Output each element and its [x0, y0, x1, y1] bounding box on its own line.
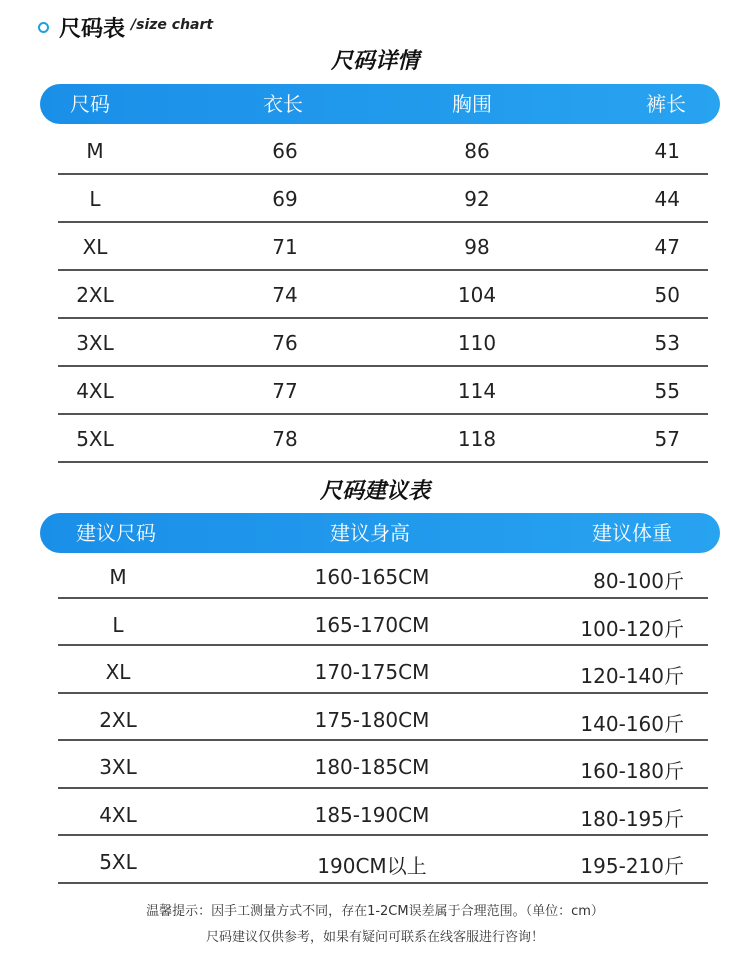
suggest-row: [58, 739, 708, 789]
detail-row: [58, 125, 708, 175]
note-line-1: 温馨提示：因手工测量方式不同，存在1-2CM误差属于合理范围。（单位：cm）: [146, 904, 604, 919]
suggest-cell: 120-140斤: [580, 664, 684, 688]
suggest-cell: 5XL: [99, 850, 137, 874]
detail-col-size: 尺码: [70, 92, 110, 116]
detail-cell: 3XL: [76, 331, 114, 355]
suggest-cell: M: [109, 565, 127, 589]
suggest-cell: 2XL: [99, 707, 137, 732]
suggest-cell: L: [112, 612, 124, 637]
detail-row: [58, 269, 708, 319]
suggest-cell: 180-185CM: [314, 755, 430, 779]
suggest-cell: 175-180CM: [314, 707, 430, 732]
detail-col-pants: 裤长: [646, 92, 686, 116]
detail-cell: 98: [464, 235, 490, 259]
suggest-row: [58, 549, 708, 599]
suggest-row: [58, 644, 708, 694]
detail-row: [58, 221, 708, 271]
detail-cell: 5XL: [76, 427, 114, 451]
detail-cell: 71: [272, 235, 298, 259]
detail-table-header: [40, 84, 720, 124]
detail-col-chest: 胸围: [452, 92, 492, 116]
suggest-cell: 3XL: [99, 755, 137, 779]
suggest-cell: 100-120斤: [580, 616, 684, 641]
suggest-row: [58, 692, 708, 742]
detail-cell: 53: [654, 331, 680, 355]
detail-cell: 47: [654, 235, 680, 259]
bullet-icon: [38, 22, 49, 33]
suggest-col-weight: 建议体重: [592, 521, 672, 545]
suggest-col-height: 建议身高: [330, 521, 410, 545]
detail-cell: 4XL: [76, 379, 114, 403]
detail-row: [58, 317, 708, 367]
detail-row: [58, 173, 708, 223]
detail-cell: 114: [457, 379, 497, 403]
suggest-cell: 165-170CM: [314, 612, 430, 637]
detail-cell: 66: [272, 139, 298, 163]
suggest-cell: 160-180斤: [580, 759, 684, 783]
suggest-cell: 170-175CM: [314, 660, 430, 684]
suggest-cell: 80-100斤: [593, 569, 684, 593]
detail-cell: L: [89, 187, 101, 211]
detail-cell: 55: [654, 379, 680, 403]
suggest-cell: 195-210斤: [580, 854, 684, 878]
detail-cell: XL: [82, 235, 108, 259]
suggest-cell: 160-165CM: [314, 565, 430, 589]
detail-cell: 76: [272, 331, 298, 355]
detail-cell: 104: [457, 283, 497, 307]
suggest-row: [58, 787, 708, 837]
detail-col-length: 衣长: [263, 92, 303, 116]
detail-cell: 77: [272, 379, 298, 403]
detail-cell: 74: [272, 283, 298, 307]
detail-cell: 86: [464, 139, 490, 163]
note-line-2: 尺码建议仅供参考，如果有疑问可联系在线客服进行咨询！: [205, 930, 544, 945]
suggest-cell: 4XL: [99, 802, 137, 827]
suggest-row: [58, 597, 708, 647]
suggest-cell: 140-160斤: [580, 711, 684, 736]
detail-cell: 44: [654, 187, 680, 211]
suggest-section-title: 尺码建议表: [319, 479, 430, 504]
detail-cell: 2XL: [76, 283, 114, 307]
detail-cell: 110: [457, 331, 497, 355]
suggest-table-header: [40, 513, 720, 553]
detail-cell: 92: [464, 187, 490, 211]
suggest-cell: 190CM以上: [317, 854, 427, 878]
suggest-cell: XL: [105, 660, 131, 684]
detail-cell: 118: [457, 427, 497, 451]
detail-section-title: 尺码详情: [330, 49, 419, 74]
page-title: 尺码表: [59, 16, 126, 42]
suggest-cell: 180-195斤: [580, 806, 684, 831]
detail-row: [58, 413, 708, 463]
detail-cell: 69: [272, 187, 298, 211]
detail-cell: M: [86, 139, 104, 163]
detail-cell: 50: [654, 283, 680, 307]
page-subtitle: /size chart: [131, 17, 214, 33]
detail-cell: 57: [654, 427, 680, 451]
suggest-cell: 185-190CM: [314, 802, 430, 827]
suggest-row: [58, 834, 708, 884]
page-header: [38, 12, 213, 42]
detail-row: [58, 365, 708, 415]
suggest-col-size: 建议尺码: [76, 521, 156, 545]
detail-cell: 78: [272, 427, 298, 451]
detail-cell: 41: [654, 139, 680, 163]
